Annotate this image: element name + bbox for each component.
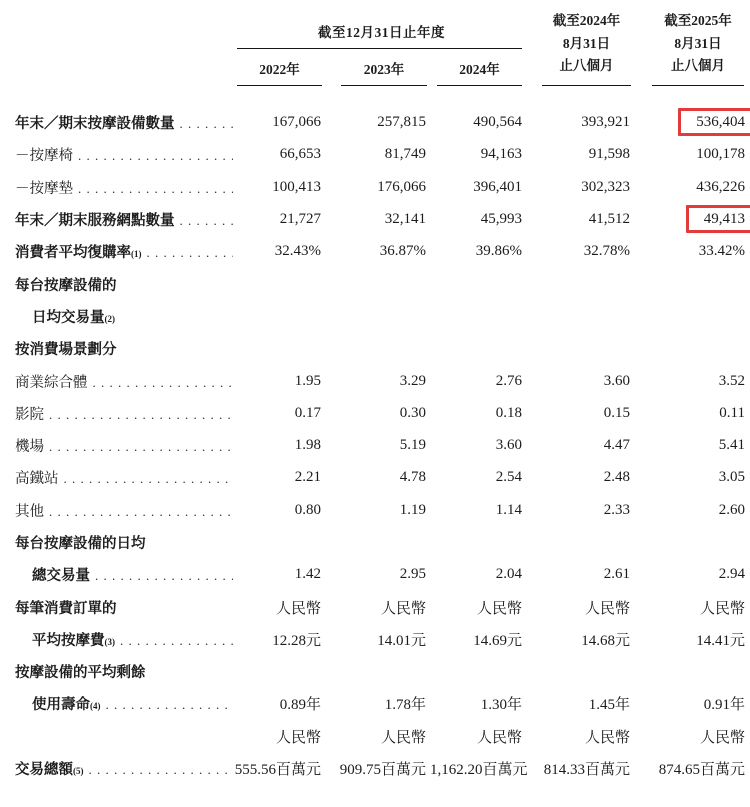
cell-value — [233, 114, 323, 131]
table-row — [15, 236, 750, 268]
row-label-text: 平均按摩費 — [32, 632, 105, 649]
value-text: 4.47 — [603, 437, 630, 454]
value-text: 0.80 — [294, 501, 321, 518]
dot-leader — [175, 116, 234, 133]
table-row — [15, 526, 750, 558]
cell-value — [635, 758, 750, 779]
value-text: 1.30年 — [480, 697, 522, 714]
cell-value — [430, 663, 530, 680]
period-line: 截至2024年 — [552, 13, 621, 28]
column-header-2024: 2024年 — [437, 49, 522, 86]
cell-value — [430, 276, 530, 293]
cell-value — [635, 726, 750, 747]
cell-value — [430, 243, 530, 260]
cell-value — [430, 566, 530, 583]
cell-value — [323, 629, 430, 650]
value-text: 66,653 — [279, 146, 321, 163]
cell-value — [323, 179, 430, 196]
cell-value — [635, 597, 750, 618]
row-label — [15, 532, 233, 553]
value-text: 2.48 — [603, 469, 630, 486]
cell-value — [530, 693, 635, 714]
cell-value — [635, 405, 750, 422]
cell-value — [635, 663, 750, 680]
cell-value — [233, 276, 323, 293]
row-label — [15, 403, 233, 424]
table-row — [15, 333, 750, 365]
table-row — [15, 720, 750, 752]
cell-value — [323, 211, 430, 228]
cell-value — [430, 693, 530, 714]
cell-value — [530, 437, 635, 454]
cell-value — [635, 243, 750, 260]
value-text: 14.68元 — [581, 632, 630, 649]
cell-value — [430, 308, 530, 325]
highlighted-value: 536,404 — [696, 114, 745, 131]
value-text: 0.18 — [495, 404, 522, 421]
row-label-text: 機場 — [15, 439, 44, 456]
table-row — [15, 397, 750, 429]
value-text: 14.01元 — [377, 632, 426, 649]
value-text: 176,066 — [377, 178, 426, 195]
cell-value — [323, 373, 430, 390]
cell-value — [635, 276, 750, 293]
value-text: 人民幣 — [380, 729, 426, 746]
cell-value — [233, 373, 323, 390]
value-text: 3.29 — [399, 372, 426, 389]
row-label: 使用壽命 (4) . . . — [15, 693, 233, 714]
value-text: 人民幣 — [380, 600, 426, 617]
year-headers — [233, 49, 530, 86]
row-label-text: 影院 — [15, 406, 44, 423]
row-label — [15, 177, 233, 198]
row-label-text: －按摩椅 — [15, 148, 73, 165]
cell-value — [635, 502, 750, 519]
cell-value — [530, 726, 635, 747]
value-text: 81,749 — [384, 146, 426, 163]
cell-value — [233, 243, 323, 260]
row-label-text: －按摩墊 — [15, 180, 73, 197]
row-label — [15, 467, 233, 488]
value-text: 人民幣 — [476, 729, 522, 746]
cell-value — [323, 340, 430, 357]
table-row — [15, 107, 750, 139]
column-header-2023: 2023年 — [341, 49, 427, 86]
cell-value — [530, 566, 635, 583]
row-label-text: 高鐵站 — [15, 471, 59, 488]
value-text: 100,178 — [696, 146, 745, 163]
cell-value — [530, 534, 635, 551]
period-header-inner — [652, 10, 744, 86]
period-line: 止八個月 — [559, 58, 614, 73]
cell-value — [635, 114, 750, 131]
table-row — [15, 171, 750, 203]
value-text: 814.33百萬元 — [543, 762, 630, 779]
cell-value — [323, 276, 430, 293]
table-row — [15, 268, 750, 300]
cell-value — [430, 179, 530, 196]
dot-leader — [44, 504, 233, 521]
value-text: 2.54 — [495, 469, 522, 486]
cell-value — [233, 629, 323, 650]
dot-leader — [73, 181, 233, 198]
value-text: 2.94 — [718, 566, 745, 583]
value-text: 39.86% — [475, 243, 522, 260]
value-text: 0.91年 — [703, 697, 745, 714]
cell-value — [530, 663, 635, 680]
row-label-text: 總交易量 — [32, 568, 90, 585]
column-header-8m-2025 — [635, 10, 750, 86]
dot-leader — [90, 568, 233, 585]
cell-value — [323, 534, 430, 551]
value-text: 1.45年 — [588, 697, 630, 714]
value-text: 45,993 — [480, 211, 522, 228]
cell-value — [430, 114, 530, 131]
value-text: 2.60 — [718, 501, 745, 518]
cell-value — [635, 146, 750, 163]
cell-value — [323, 308, 430, 325]
cell-value — [635, 629, 750, 650]
value-text: 3.60 — [495, 437, 522, 454]
row-label-text: 每台按摩設備的 — [15, 277, 117, 294]
dot-leader — [115, 633, 233, 650]
row-label — [15, 500, 233, 521]
cell-value — [430, 629, 530, 650]
value-text: 94,163 — [480, 146, 522, 163]
row-label-text: 其他 — [15, 503, 44, 520]
value-text: 100,413 — [272, 178, 321, 195]
row-label — [15, 564, 233, 585]
cell-value — [430, 373, 530, 390]
cell-value — [323, 663, 430, 680]
row-label-text: 按消費場景劃分 — [15, 342, 117, 359]
row-label — [15, 371, 233, 392]
table-row — [15, 623, 750, 655]
row-label: 交易總額 (5) . . . — [15, 758, 233, 779]
table-row — [15, 591, 750, 623]
value-text: 1.95 — [294, 372, 321, 389]
cell-value — [233, 534, 323, 551]
value-text: 555.56百萬元 — [234, 762, 321, 779]
row-label — [15, 144, 233, 165]
cell-value — [430, 405, 530, 422]
period-line: 止八個月 — [671, 58, 725, 73]
table-row — [15, 494, 750, 526]
cell-value — [323, 758, 430, 779]
table-header — [15, 10, 750, 86]
year-group-title: 截至12月31日止年度 — [318, 24, 445, 40]
cell-value — [233, 663, 323, 680]
row-label-text: 消費者平均復購率 — [15, 245, 131, 262]
dot-leader — [44, 407, 233, 424]
value-text: 0.15 — [603, 404, 630, 421]
cell-value — [233, 502, 323, 519]
cell-value — [635, 693, 750, 714]
cell-value — [635, 469, 750, 486]
cell-value — [530, 373, 635, 390]
dot-leader — [59, 471, 234, 488]
row-label-text: 每台按摩設備的日均 — [15, 536, 146, 552]
value-text: 0.89年 — [279, 697, 321, 714]
period-line: 截至2025年 — [664, 13, 732, 28]
cell-value — [430, 534, 530, 551]
cell-value — [530, 276, 635, 293]
column-header-8m-2024 — [530, 10, 635, 86]
value-text: 393,921 — [581, 114, 630, 131]
cell-value — [635, 308, 750, 325]
cell-value — [530, 629, 635, 650]
value-text: 2.33 — [603, 501, 630, 518]
value-text: 5.41 — [718, 437, 745, 454]
period-line: 8月31日 — [562, 35, 611, 51]
row-label — [15, 209, 233, 230]
cell-value — [530, 758, 635, 779]
row-label — [15, 435, 233, 456]
cell-value — [635, 534, 750, 551]
value-text: 1,162.20百萬元 — [430, 762, 528, 779]
value-text: 41,512 — [588, 211, 630, 228]
value-text: 1.42 — [294, 566, 321, 583]
cell-value — [430, 597, 530, 618]
row-label-text: 日均交易量 — [32, 309, 105, 326]
cell-value — [430, 437, 530, 454]
cell-value — [233, 405, 323, 422]
period-header-inner — [542, 10, 631, 86]
cell-value — [430, 726, 530, 747]
cell-value — [430, 146, 530, 163]
cell-value — [233, 566, 323, 583]
dot-leader — [142, 245, 234, 262]
value-text: 3.52 — [718, 372, 745, 389]
cell-value — [635, 179, 750, 196]
row-label-text: 按摩設備的平均剩餘 — [15, 665, 146, 682]
cell-value — [430, 340, 530, 357]
value-text: 人民幣 — [584, 600, 630, 617]
cell-value — [530, 502, 635, 519]
row-label — [15, 661, 233, 682]
table-row — [15, 752, 750, 784]
value-text: 436,226 — [696, 178, 745, 195]
year-column-group — [233, 21, 530, 86]
value-text: 490,564 — [473, 114, 522, 131]
cell-value — [530, 340, 635, 357]
value-text: 14.41元 — [696, 632, 745, 649]
value-text: 1.78年 — [384, 697, 426, 714]
cell-value — [323, 502, 430, 519]
value-text: 1.19 — [399, 501, 426, 518]
table-row — [15, 462, 750, 494]
column-header-2022: 2022年 — [237, 49, 322, 86]
table-row — [15, 688, 750, 720]
row-label-text: 商業綜合體 — [15, 374, 88, 391]
cell-value — [233, 146, 323, 163]
value-text: 人民幣 — [699, 729, 745, 746]
dot-leader — [73, 148, 233, 165]
value-text: 167,066 — [272, 114, 321, 131]
highlighted-value: 49,413 — [703, 211, 745, 228]
cell-value — [430, 502, 530, 519]
value-text: 33.42% — [698, 243, 745, 260]
cell-value — [233, 211, 323, 228]
cell-value — [233, 469, 323, 486]
cell-value — [530, 211, 635, 228]
value-text: 21,727 — [279, 211, 321, 228]
value-text: 2.61 — [603, 566, 630, 583]
cell-value — [233, 308, 323, 325]
row-label: 消費者平均復購率 (1) . . . — [15, 241, 233, 262]
cell-value — [635, 437, 750, 454]
cell-value — [635, 340, 750, 357]
table-row — [15, 203, 750, 235]
cell-value — [323, 146, 430, 163]
cell-value — [635, 566, 750, 583]
value-text: 909.75百萬元 — [339, 762, 426, 779]
cell-value — [323, 243, 430, 260]
period-line: 8月31日 — [674, 35, 722, 51]
value-text: 1.98 — [294, 437, 321, 454]
value-text: 396,401 — [473, 178, 522, 195]
cell-value — [430, 469, 530, 486]
row-label — [15, 112, 233, 133]
value-text: 257,815 — [377, 114, 426, 131]
dot-leader — [44, 439, 233, 456]
value-text: 32.43% — [274, 243, 321, 260]
cell-value — [323, 469, 430, 486]
row-label — [15, 338, 233, 359]
row-label-text: 年末／期末按摩設備數量 — [15, 116, 175, 133]
cell-value — [530, 308, 635, 325]
value-text: 人民幣 — [275, 729, 321, 746]
row-label-text: 每筆消費訂單的 — [15, 600, 117, 617]
cell-value — [530, 114, 635, 131]
row-label-text: 年末／期末服務網點數量 — [15, 213, 175, 230]
value-text: 1.14 — [495, 501, 522, 518]
cell-value — [323, 114, 430, 131]
cell-value — [530, 469, 635, 486]
table-row — [15, 559, 750, 591]
dot-leader — [175, 213, 234, 230]
row-label: 日均交易量 (2) — [15, 306, 233, 327]
cell-value — [233, 340, 323, 357]
cell-value — [530, 405, 635, 422]
cell-value — [323, 597, 430, 618]
cell-value — [233, 693, 323, 714]
cell-value — [323, 405, 430, 422]
value-text: 2.95 — [399, 566, 426, 583]
dot-leader — [88, 375, 234, 392]
value-text: 2.21 — [294, 469, 321, 486]
cell-value — [233, 758, 323, 779]
value-text: 人民幣 — [476, 600, 522, 617]
cell-value — [323, 437, 430, 454]
value-text: 36.87% — [379, 243, 426, 260]
value-text: 91,598 — [588, 146, 630, 163]
cell-value — [430, 211, 530, 228]
dot-leader — [101, 697, 234, 714]
row-label: 平均按摩費 (3) . . . — [15, 629, 233, 650]
value-text: 0.30 — [399, 404, 426, 421]
value-text: 0.17 — [294, 404, 321, 421]
cell-value — [635, 373, 750, 390]
value-text: 32.78% — [583, 243, 630, 260]
value-text: 3.60 — [603, 372, 630, 389]
cell-value — [233, 597, 323, 618]
value-text: 3.05 — [718, 469, 745, 486]
cell-value — [233, 726, 323, 747]
table-body — [15, 107, 750, 785]
table-row — [15, 139, 750, 171]
value-text: 2.76 — [495, 372, 522, 389]
value-text: 302,323 — [581, 178, 630, 195]
row-label — [15, 597, 233, 618]
cell-value — [323, 566, 430, 583]
cell-value — [323, 726, 430, 747]
value-text: 5.19 — [399, 437, 426, 454]
value-text: 人民幣 — [584, 729, 630, 746]
cell-value — [430, 758, 530, 779]
value-text: 32,141 — [384, 211, 426, 228]
table-row — [15, 656, 750, 688]
table-row — [15, 300, 750, 332]
value-text: 874.65百萬元 — [658, 762, 745, 779]
value-text: 14.69元 — [473, 632, 522, 649]
cell-value — [530, 243, 635, 260]
cell-value — [530, 179, 635, 196]
value-text: 人民幣 — [699, 600, 745, 617]
row-label-text: 交易總額 — [15, 762, 73, 779]
cell-value — [323, 693, 430, 714]
table-row — [15, 429, 750, 461]
value-text: 人民幣 — [275, 600, 321, 617]
cell-value — [233, 437, 323, 454]
dot-leader — [84, 762, 234, 779]
value-text: 0.11 — [719, 404, 745, 421]
cell-value — [530, 146, 635, 163]
cell-value — [635, 211, 750, 228]
row-label-text: 使用壽命 — [32, 697, 90, 714]
value-text: 2.04 — [495, 566, 522, 583]
value-text: 12.28元 — [272, 632, 321, 649]
value-text: 4.78 — [399, 469, 426, 486]
cell-value — [233, 179, 323, 196]
cell-value — [530, 597, 635, 618]
table-row — [15, 365, 750, 397]
row-label — [15, 274, 233, 295]
